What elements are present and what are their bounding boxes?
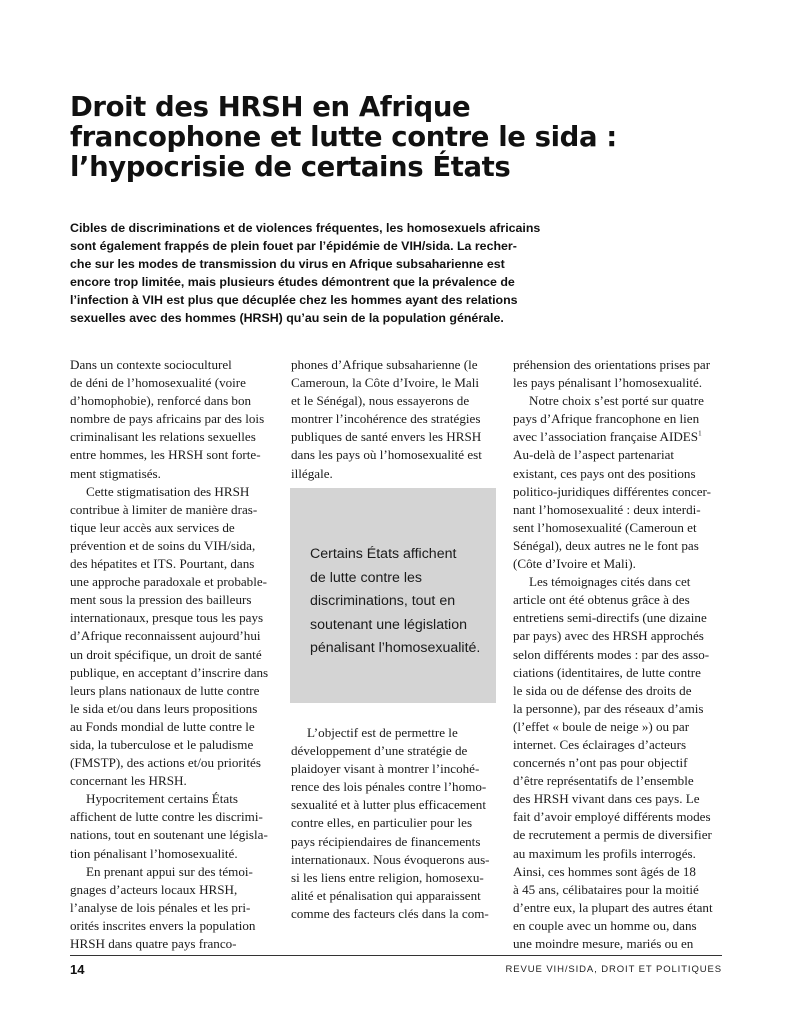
- lead-line: encore trop limitée, mais plusieurs études démontrent que la prévalence de: [70, 275, 515, 289]
- text-line: une moindre mesure, mariés ou en: [513, 936, 694, 951]
- text-line: entretiens semi-directifs (une dizaine: [513, 610, 707, 626]
- text-line: le sida et/ou dans leurs propositions: [70, 700, 258, 716]
- body-column-1: [70, 356, 275, 953]
- lead-line: sexuelles avec des hommes (HRSH) qu’au sein de la population générale.: [70, 311, 504, 325]
- text-line: l’analyse de lois pénales et les pri-: [70, 899, 251, 915]
- text-line: en couple avec un homme ou, dans: [513, 917, 697, 933]
- text-line: d’entre eux, la plupart des autres étant: [513, 899, 713, 915]
- text-line: ciations (identitaires, de lutte contre: [513, 664, 701, 680]
- text-line: (FMSTP), des actions et/ou priorités: [70, 755, 261, 771]
- footnote-reference[interactable]: 1: [698, 430, 702, 439]
- text-line: dans les pays où l’homosexualité est: [291, 447, 482, 463]
- text-line: ment stigmatisés.: [70, 465, 161, 481]
- text-line: rence des lois pénales contre l’homo-: [291, 779, 487, 795]
- text-line: tique leur accès aux services de: [70, 519, 235, 535]
- text-line: pays récipiendaires de financements: [291, 833, 481, 849]
- text-line-with-footnote: [513, 428, 723, 446]
- text-line: contre elles, en particulier pour les: [291, 815, 473, 831]
- text-line: et le Sénégal), nous essayerons de: [291, 393, 470, 409]
- body-column-3: [513, 356, 723, 953]
- text-line: les pays pénalisant l’homosexualité.: [513, 375, 703, 391]
- title-line: l’hypocrisie de certains États: [70, 151, 511, 183]
- text-line: En prenant appui sur des témoi-: [86, 863, 253, 879]
- lead-line: Cibles de discriminations et de violences fréquentes, les homosexuels africains: [70, 221, 541, 235]
- text-line: Sénégal), deux autres ne le font pas: [513, 537, 699, 553]
- pull-quote-box: [290, 488, 496, 703]
- pull-quote-line: Certains États affichent: [310, 546, 457, 562]
- pull-quote-line: soutenant une législation: [310, 616, 467, 633]
- pull-quote-line: discriminations, tout en: [310, 593, 456, 609]
- text-line: Hypocritement certains États: [86, 791, 238, 807]
- text-line: politico-juridiques différentes concer-: [513, 483, 712, 499]
- text-line: tion pénalisant l’homosexualité.: [70, 845, 238, 861]
- lead-paragraph: [70, 219, 550, 327]
- text-line: Ainsi, ces hommes sont âgés de 18: [513, 863, 696, 879]
- text-line: existant, ces pays ont des positions: [513, 465, 696, 481]
- text-line: concernés n’ont pas pour objectif: [513, 755, 688, 771]
- text-line: un droit spécifique, un droit de santé: [70, 646, 262, 662]
- text-line: nant l’homosexualité : deux interdi-: [513, 501, 701, 517]
- running-head: REVUE VIH/SIDA, DROIT ET POLITIQUES: [505, 964, 722, 975]
- text-line: ment sous la pression des bailleurs: [70, 592, 252, 608]
- text-line: publiques de santé envers les HRSH: [291, 429, 482, 445]
- text-line: pays d’Afrique francophone en lien: [513, 411, 700, 427]
- text-line: internet. Ces éclairages d’acteurs: [513, 736, 687, 752]
- text-line: d’être représentatifs de l’ensemble: [513, 773, 694, 789]
- text-line: leurs plans nationaux de lutte contre: [70, 682, 260, 698]
- body-column-2: [291, 356, 496, 483]
- text-line: Dans un contexte socioculturel: [70, 357, 232, 372]
- text-line: affichent de lutte contre les discrimi-: [70, 809, 263, 825]
- text-line: à 45 ans, célibataires pour la moitié: [513, 881, 699, 897]
- text-line: (l’effet « boule de neige ») ou par: [513, 718, 690, 734]
- text-line: le sida ou de défense des droits de: [513, 682, 692, 698]
- text-line: Les témoignages cités dans cet: [529, 574, 691, 590]
- page-number: 14: [70, 962, 85, 977]
- title-line: Droit des HRSH en Afrique: [70, 91, 471, 123]
- text-line: de recrutement a permis de diversifier: [513, 827, 712, 843]
- text-line: développement d’une stratégie de: [291, 743, 468, 759]
- text-line: préhension des orientations prises par: [513, 357, 711, 372]
- text-line: nations, tout en soutenant une législa-: [70, 827, 268, 843]
- text-line: d’Afrique reconnaissent aujourd’hui: [70, 628, 261, 644]
- text-line: contribue à limiter de manière dras-: [70, 501, 258, 517]
- text-line: HRSH dans quatre pays franco-: [70, 936, 237, 951]
- text-line: montrer l’incohérence des stratégies: [291, 411, 481, 427]
- title-line: francophone et lutte contre le sida :: [70, 121, 617, 153]
- text-line: criminalisant les relations sexuelles: [70, 429, 256, 445]
- text-line: plaidoyer visant à montrer l’incohé-: [291, 761, 480, 777]
- text-line: illégale.: [291, 465, 333, 481]
- text-line: comme des facteurs clés dans la com-: [291, 905, 489, 921]
- text-line: par pays) avec des HRSH approchés: [513, 628, 704, 644]
- text-line: Au-delà de l’aspect partenariat: [513, 447, 675, 463]
- text-line: sida, la tuberculose et le paludisme: [70, 736, 254, 752]
- text-line: sent l’homosexualité (Cameroun et: [513, 519, 697, 535]
- text-line: (Côte d’Ivoire et Mali).: [513, 556, 636, 572]
- footer-rule: [70, 955, 722, 956]
- text-line: publique, en acceptant d’inscrire dans: [70, 664, 269, 680]
- text-line: orités inscrites envers la population: [70, 917, 256, 933]
- text-line: selon différents modes : par des asso-: [513, 646, 710, 662]
- text-line: si les liens entre religion, homosexu-: [291, 869, 484, 885]
- pull-quote-text: [310, 543, 490, 661]
- text-line: prévention et de soins du VIH/sida,: [70, 537, 256, 553]
- lead-line: sont également frappés de plein fouet par l’épidémie de VIH/sida. La recher-: [70, 239, 517, 253]
- text-line: Notre choix s’est porté sur quatre: [529, 393, 704, 409]
- text-line: phones d’Afrique subsaharienne (le: [291, 357, 478, 372]
- text-line: nombre de pays africains par des lois: [70, 411, 265, 427]
- pull-quote-line: pénalisant l’homosexualité.: [310, 640, 481, 656]
- text-line: de déni de l’homosexualité (voire: [70, 375, 246, 391]
- text-line: entre hommes, les HRSH sont forte-: [70, 447, 261, 463]
- text-line: L’objectif est de permettre le: [307, 725, 458, 740]
- text-fragment: avec l’association française AIDES: [513, 429, 699, 445]
- lead-line: l’infection à VIH est plus que décuplée chez les hommes ayant des relations: [70, 293, 518, 307]
- text-line: au maximum les profils interrogés.: [513, 845, 696, 861]
- text-line: gnages d’acteurs locaux HRSH,: [70, 881, 238, 897]
- text-line: internationaux, presque tous les pays: [70, 610, 264, 626]
- text-line: des HRSH vivant dans ces pays. Le: [513, 791, 700, 807]
- lead-line: che sur les modes de transmission du virus en Afrique subsaharienne est: [70, 257, 505, 271]
- text-line: la personne), par des réseaux d’amis: [513, 700, 704, 716]
- text-line: alité et pénalisation qui apparaissent: [291, 887, 481, 903]
- text-line: Cette stigmatisation des HRSH: [86, 483, 250, 499]
- text-line: fait d’avoir employé différents modes: [513, 809, 711, 825]
- text-line: au Fonds mondial de lutte contre le: [70, 718, 255, 734]
- text-line: internationaux. Nous évoquerons aus-: [291, 851, 490, 867]
- text-line: d’homophobie), renforcé dans bon: [70, 393, 252, 409]
- text-line: une approche paradoxale et probable-: [70, 574, 268, 590]
- body-column-2-continued: [291, 724, 496, 923]
- text-line: concernant les HRSH.: [70, 773, 187, 789]
- article-title: [70, 92, 690, 182]
- text-line: article ont été obtenus grâce à des: [513, 592, 690, 608]
- text-line: Cameroun, la Côte d’Ivoire, le Mali: [291, 375, 479, 391]
- pull-quote-line: de lutte contre les: [310, 569, 422, 586]
- text-line: sexualité et à lutter plus efficacement: [291, 797, 486, 813]
- text-line: des hépatites et ITS. Pourtant, dans: [70, 556, 255, 572]
